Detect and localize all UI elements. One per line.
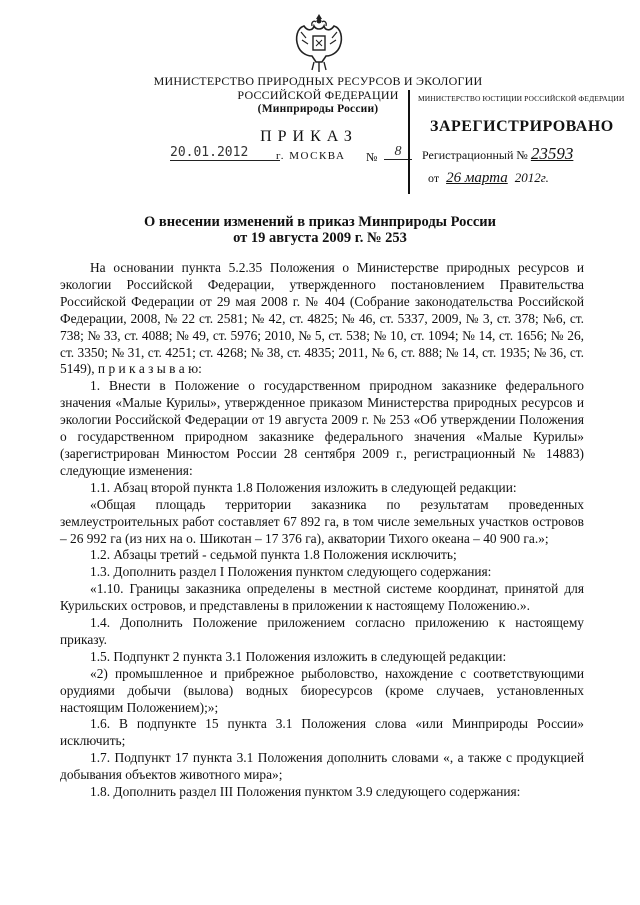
stamp-date-row [428, 170, 549, 187]
body-paragraph: 1.6. В подпункте 15 пункта 3.1 Положения слова «или Минприроды России» исключить; [60, 716, 584, 749]
stamp-registration-number-row [422, 144, 573, 164]
body-paragraph: «Общая площадь территории заказника по результатам проведенных землеустроительных работ составляет 67 892 га, в том числе земельных участков островов – 26 992 га (из них на о. Шикотан – 17 376 га), акватории Тихого океана – 40 900 га.»; [60, 496, 584, 546]
order-heading: ПРИКАЗ [260, 128, 358, 145]
body-paragraph: 1. Внести в Положение о государственном природном заказнике федерального значения «Малые Курилы», утвержденное приказом Министерства природных ресурсов и экологии Российской Федерации от 19 августа 2009 г. № 253 «Об утверждении Положения о государственном природном заказнике федерального значения «Малые Курилы» (зарегистрирован Минюстом России 28 сентября 2009 г., регистрационный № 14883) следующие изменения: [60, 378, 584, 478]
body-paragraph: На основании пункта 5.2.35 Положения о Министерстве природных ресурсов и экологии Российской Федерации, утвержденного постановлением Правительства Российской Федерации от 29 мая 2008 г. № 404 (Собрание законодательства Российской Федерации, 2008, № 22 ст. 2581; № 42, ст. 4825; № 46, ст. 5337, 2009, № 3, ст. 378; №6, ст. 738; № 33, ст. 4088; № 49, ст. 5976; 2010, № 5, ст. 538; № 10, ст. 1094; № 14, ст. 1656; № 26, ст. 3350; № 31, ст. 4251; ст. 4268; № 38, ст. 4835; 2011, № 6, ст. 888; № 14, ст. 1935; № 36, ст. 5149), п р и к а з ы в а ю: [60, 260, 584, 377]
order-number-handwritten: 8 [384, 145, 412, 160]
ministry-short-name: (Минприроды России) [257, 103, 379, 115]
body-paragraph: 1.7. Подпункт 17 пункта 3.1 Положения дополнить словами «, а также с продукцией добывания объектов животного мира»; [60, 750, 584, 783]
body-paragraph: 1.1. Абзац второй пункта 1.8 Положения изложить в следующей редакции: [90, 479, 517, 495]
body-paragraph: 1.5. Подпункт 2 пункта 3.1 Положения изложить в следующей редакции: [90, 648, 507, 664]
document-body [60, 260, 584, 801]
ministry-name-line1: МИНИСТЕРСТВО ПРИРОДНЫХ РЕСУРСОВ И ЭКОЛОГИИ [153, 74, 483, 88]
stamp-year: 2012г. [514, 170, 549, 185]
city-label: г. МОСКВА [276, 150, 346, 162]
stamp-reg-number-label: Регистрационный № [422, 148, 528, 162]
stamp-date-prefix: от [428, 171, 440, 185]
stamp-border-line [408, 90, 410, 194]
body-paragraph: 1.3. Дополнить раздел I Положения пунктом следующего содержания: [90, 564, 492, 580]
stamp-registered-label: ЗАРЕГИСТРИРОВАНО [430, 118, 614, 135]
ministry-name-line2: РОССИЙСКОЙ ФЕДЕРАЦИИ [237, 88, 399, 102]
document-title-line1: О внесении изменений в приказ Минприроды России [144, 214, 496, 230]
document-title-line2: от 19 августа 2009 г. № 253 [233, 230, 407, 246]
stamp-reg-number-handwritten: 23593 [530, 144, 574, 163]
document-title [60, 214, 580, 246]
body-paragraph: 1.4. Дополнить Положение приложением согласно приложению к настоящему приказу. [60, 615, 584, 647]
body-paragraph: «1.10. Границы заказника определены в местной системе координат, принятой для Курильских островов, и представлены в приложении к настоящему Положению.». [60, 581, 584, 614]
order-date-handwritten: 20.01.2012 [170, 146, 280, 161]
stamp-organization: МИНИСТЕРСТВО ЮСТИЦИИ РОССИЙСКОЙ ФЕДЕРАЦИИ [418, 94, 625, 103]
body-paragraph: «2) промышленное и прибрежное рыболовство, нахождение с соответствующими орудиями добычи (вылова) водных биоресурсов (кроме случаев, установленных настоящим Положением);»; [60, 665, 584, 715]
russian-coat-of-arms-icon [292, 10, 346, 76]
registration-stamp [408, 90, 625, 194]
order-number-label: № [366, 150, 378, 164]
body-paragraph: 1.2. Абзацы третий - седьмой пункта 1.8 Положения исключить; [90, 547, 457, 563]
body-paragraph: 1.8. Дополнить раздел III Положения пунктом 3.9 следующего содержания: [90, 784, 521, 800]
stamp-date-handwritten: 26 марта [446, 170, 508, 186]
